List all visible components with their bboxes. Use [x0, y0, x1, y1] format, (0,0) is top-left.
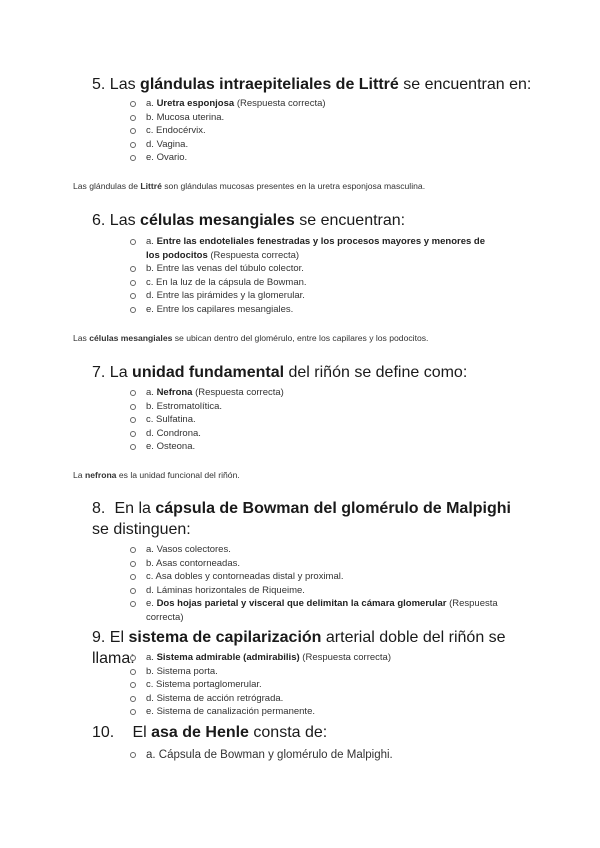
option-b — [130, 665, 530, 679]
question-number: 6. — [92, 212, 106, 229]
question-text-post: se distinguen: — [92, 521, 191, 538]
option-b — [130, 262, 495, 276]
question-text-post: consta de: — [248, 724, 328, 741]
option-e — [130, 705, 530, 719]
question-6-heading — [92, 210, 532, 231]
option-text: Entre las venas del túbulo colector. — [156, 263, 304, 275]
question-text-bold: sistema de capilarización — [128, 629, 322, 646]
option-prefix: c. — [146, 276, 157, 288]
option-text: Cápsula de Bowman y glomérulo de Malpighi. — [158, 749, 393, 761]
question-text-pre: El — [109, 629, 129, 646]
question-text-post: se encuentran: — [294, 212, 406, 229]
option-d — [130, 427, 530, 441]
option-prefix: a. — [146, 236, 157, 247]
question-text-bold: asa de Henle — [151, 724, 249, 741]
question-text-pre: El — [132, 724, 152, 741]
option-text: Sistema de acción retrógrada. — [156, 692, 284, 704]
question-text-bold: unidad fundamental — [132, 364, 285, 381]
question-text-pre: La — [109, 364, 133, 381]
option-prefix: c. — [146, 414, 157, 426]
option-a — [130, 543, 515, 557]
question-number: 8. — [92, 500, 106, 517]
question-text-post: del riñón se define como: — [284, 364, 468, 381]
option-prefix: e. — [146, 152, 157, 164]
option-e — [130, 597, 515, 624]
option-d — [130, 289, 495, 303]
option-prefix: e. — [146, 441, 157, 453]
note-bold: Littré — [140, 181, 162, 191]
option-e — [130, 440, 530, 454]
note-bold: células mesangiales — [89, 333, 173, 343]
option-e — [130, 303, 495, 317]
option-text: En la luz de la cápsula de Bowman. — [156, 276, 307, 288]
option-text: Endocérvix. — [156, 125, 206, 137]
option-text: (Respuesta correcta) — [192, 387, 284, 398]
option-a — [130, 235, 495, 262]
option-text: Mucosa uterina. — [156, 111, 225, 123]
option-text: Estromatolítica. — [156, 400, 223, 412]
note-post: son glándulas mucosas presentes en la uretra esponjosa masculina. — [161, 181, 426, 191]
note-post: se ubican dentro del glomérulo, entre los capilares y los podocitos. — [172, 333, 429, 343]
option-a — [130, 747, 530, 763]
option-prefix: a. — [146, 749, 159, 761]
option-a — [130, 386, 530, 400]
option-c — [130, 413, 530, 427]
option-a — [130, 651, 530, 665]
question-7-note — [73, 469, 543, 481]
option-text: Entre los capilares mesangiales. — [156, 303, 294, 315]
option-text: Sistema portaglomerular. — [156, 679, 262, 691]
question-text-bold: cápsula de Bowman del glomérulo de Malpighi — [155, 500, 511, 517]
option-prefix: d. — [146, 427, 157, 439]
question-number: 5. — [92, 76, 106, 93]
option-d — [130, 692, 530, 706]
option-prefix: d. — [146, 138, 157, 150]
option-text: Vagina. — [156, 138, 189, 150]
option-e — [130, 151, 530, 165]
question-9-options — [130, 651, 530, 719]
note-bold: nefrona — [84, 470, 117, 480]
question-text-pre: En la — [114, 500, 156, 517]
option-b — [130, 400, 530, 414]
option-text: Sistema porta. — [156, 665, 218, 677]
question-text-post: se encuentran en: — [398, 76, 532, 93]
question-6-note — [73, 332, 543, 344]
option-prefix: a. — [146, 387, 157, 398]
option-prefix: b. — [146, 263, 157, 275]
option-prefix: c. — [146, 679, 157, 691]
option-prefix: e. — [146, 706, 157, 718]
option-prefix: b. — [146, 557, 157, 569]
option-bold: Uretra esponjosa — [156, 98, 235, 109]
question-7-options — [130, 386, 530, 454]
option-prefix: d. — [146, 290, 157, 302]
option-prefix: b. — [146, 111, 157, 123]
option-c — [130, 678, 530, 692]
option-bold: Entre las endoteliales fenestradas y los procesos mayores y menores de los podocitos — [146, 236, 485, 261]
question-8-options — [130, 543, 515, 625]
option-prefix: a. — [146, 652, 157, 663]
note-pre: Las glándulas de — [73, 181, 141, 191]
question-5-options — [130, 97, 530, 165]
option-bold: Nefrona — [156, 387, 193, 398]
option-bold: Dos hojas parietal y visceral que delimitan la cámara glomerular — [156, 598, 447, 610]
option-prefix: a. — [146, 98, 157, 109]
question-number: 7. — [92, 364, 106, 381]
option-text: Entre las pirámides y la glomerular. — [156, 290, 305, 302]
option-prefix: b. — [146, 400, 157, 412]
question-8-heading — [92, 498, 532, 540]
option-bold: Sistema admirable (admirabilis) — [156, 652, 300, 663]
option-text: (Respuesta correcta) — [146, 598, 498, 623]
option-text: Asa dobles y contorneadas distal y proximal. — [155, 571, 344, 583]
option-text: (Respuesta correcta) — [234, 98, 326, 109]
option-text: Osteona. — [156, 441, 196, 453]
option-d — [130, 584, 515, 598]
question-number: 10. — [92, 724, 115, 741]
option-text: Sistema de canalización permanente. — [156, 706, 315, 718]
question-number: 9. — [92, 629, 106, 646]
option-text: Ovario. — [156, 152, 188, 164]
option-prefix: e. — [146, 303, 157, 315]
option-prefix: d. — [146, 584, 157, 596]
option-text: (Respuesta correcta) — [207, 249, 300, 261]
note-post: es la unidad funcional del riñón. — [116, 470, 240, 480]
option-prefix: d. — [146, 692, 157, 704]
question-text-pre: Las — [109, 212, 141, 229]
option-text: Sulfatina. — [156, 414, 196, 426]
option-prefix: b. — [146, 665, 157, 677]
note-pre: Las — [73, 333, 90, 343]
option-b — [130, 557, 515, 571]
question-5-note — [73, 180, 543, 192]
option-d — [130, 138, 530, 152]
option-text: Condrona. — [156, 427, 201, 439]
question-10-heading — [92, 722, 532, 743]
option-text: Vasos colectores. — [156, 544, 231, 555]
option-prefix: a. — [146, 544, 157, 555]
note-pre: La — [73, 470, 85, 480]
question-5-heading — [92, 74, 532, 95]
option-text: Láminas horizontales de Riqueime. — [156, 584, 305, 596]
question-text-bold: glándulas intraepiteliales de Littré — [140, 76, 399, 93]
option-c — [130, 276, 495, 290]
question-text-bold: células mesangiales — [140, 212, 295, 229]
option-a — [130, 97, 530, 111]
option-prefix: c. — [146, 125, 157, 137]
option-b — [130, 111, 530, 125]
option-text: Asas contorneadas. — [156, 557, 241, 569]
option-c — [130, 124, 530, 138]
question-text-post: arterial doble del riñón se llama: — [92, 629, 506, 667]
question-10-options — [130, 747, 530, 763]
question-6-options — [130, 235, 495, 317]
option-prefix: e. — [146, 598, 157, 610]
option-prefix: c. — [146, 571, 156, 583]
question-text-pre: Las — [109, 76, 141, 93]
option-c — [130, 570, 515, 584]
question-7-heading — [92, 362, 532, 383]
option-text: (Respuesta correcta) — [299, 652, 391, 663]
